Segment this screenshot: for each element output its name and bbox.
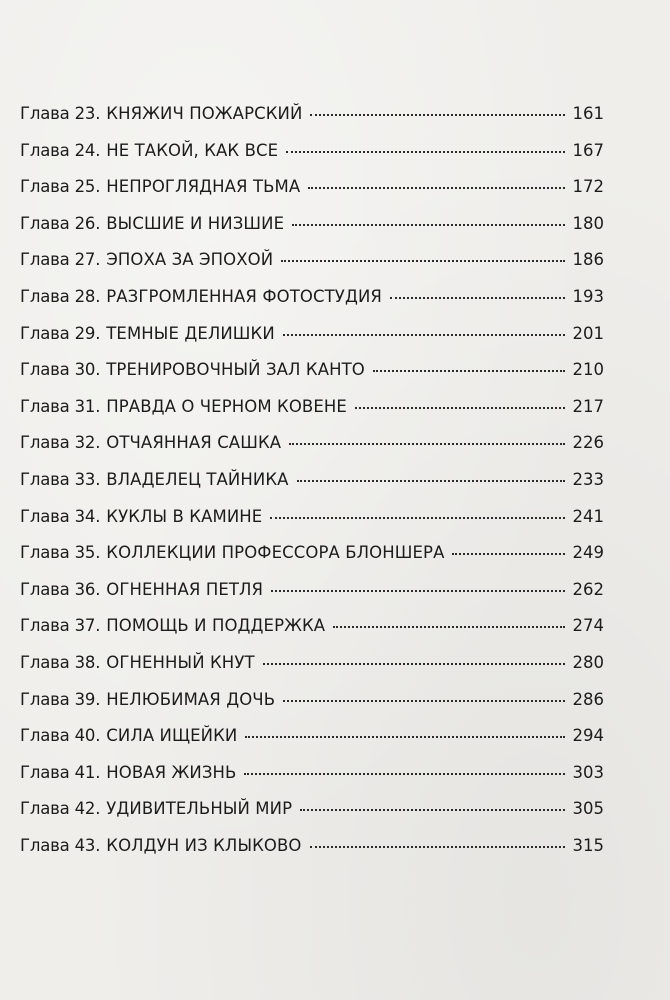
chapter-number: Глава 41. [20, 762, 101, 782]
dot-leader [308, 187, 564, 189]
page-number: 262 [572, 579, 604, 599]
chapter-title: КНЯЖИЧ ПОЖАРСКИЙ [106, 104, 303, 123]
page-number: 294 [572, 726, 604, 746]
toc-entry [20, 360, 604, 397]
toc-entry [20, 507, 604, 544]
dot-leader [452, 553, 564, 555]
toc-entry [20, 141, 604, 178]
chapter-number: Глава 26. [20, 213, 101, 233]
chapter-number: Глава 39. [20, 689, 101, 709]
toc-entry [20, 470, 604, 507]
toc-entry [20, 616, 604, 653]
toc-entry [20, 726, 604, 763]
dot-leader [333, 626, 564, 628]
chapter-number: Глава 34. [20, 506, 101, 526]
page-number: 161 [572, 104, 604, 123]
chapter-title: КОЛЛЕКЦИИ ПРОФЕССОРА БЛОНШЕРА [106, 543, 445, 563]
chapter-number: Глава 43. [20, 835, 101, 855]
toc-entry [20, 763, 604, 800]
dot-leader [271, 590, 564, 592]
chapter-title: ТРЕНИРОВОЧНЫЙ ЗАЛ КАНТО [106, 360, 365, 380]
page-number: 315 [572, 835, 604, 855]
chapter-title: ВЫСШИЕ И НИЗШИЕ [106, 213, 285, 233]
dot-leader [292, 224, 564, 226]
page-number: 233 [572, 469, 604, 489]
chapter-title: ВЛАДЕЛЕЦ ТАЙНИКА [106, 469, 289, 489]
page-number: 241 [572, 506, 604, 526]
chapter-title: СИЛА ИЩЕЙКИ [106, 726, 238, 746]
chapter-title: ОГНЕННАЯ ПЕТЛЯ [106, 579, 264, 599]
dot-leader [263, 663, 565, 665]
dot-leader [281, 260, 564, 262]
dot-leader [373, 370, 565, 372]
page-number: 303 [572, 762, 604, 782]
chapter-number: Глава 29. [20, 323, 101, 343]
toc-entry [20, 543, 604, 580]
dot-leader [390, 297, 565, 299]
chapter-number: Глава 36. [20, 579, 101, 599]
chapter-number: Глава 31. [20, 396, 101, 416]
toc-entry [20, 580, 604, 617]
dot-leader [300, 809, 564, 811]
chapter-number: Глава 33. [20, 469, 101, 489]
dot-leader [283, 700, 564, 702]
toc-entry [20, 836, 604, 873]
chapter-number: Глава 37. [20, 616, 101, 636]
page-number: 249 [572, 543, 604, 563]
toc-entry [20, 653, 604, 690]
page-number: 274 [572, 616, 604, 636]
chapter-title: УДИВИТЕЛЬНЫЙ МИР [106, 799, 293, 819]
chapter-number: Глава 30. [20, 360, 101, 380]
chapter-title: ОГНЕННЫЙ КНУТ [106, 652, 255, 672]
chapter-title: ТЕМНЫЕ ДЕЛИШКИ [106, 323, 275, 343]
page-number: 180 [572, 213, 604, 233]
page-number: 286 [572, 689, 604, 709]
chapter-number: Глава 40. [20, 726, 101, 746]
dot-leader [270, 517, 564, 519]
chapter-title: КУКЛЫ В КАМИНЕ [106, 506, 263, 526]
toc-entry [20, 214, 604, 251]
chapter-title: КОЛДУН ИЗ КЛЫКОВО [106, 835, 302, 855]
page-number: 217 [572, 396, 604, 416]
chapter-title: НОВАЯ ЖИЗНЬ [106, 762, 237, 782]
dot-leader [244, 773, 564, 775]
page-number: 280 [572, 652, 604, 672]
dot-leader [355, 407, 565, 409]
chapter-title: ЭПОХА ЗА ЭПОХОЙ [106, 250, 274, 270]
dot-leader [310, 846, 565, 848]
toc-entry [20, 104, 604, 141]
page-number: 193 [572, 286, 604, 306]
chapter-number: Глава 42. [20, 799, 101, 819]
page-number: 186 [572, 250, 604, 270]
chapter-number: Глава 32. [20, 433, 101, 453]
chapter-number: Глава 24. [20, 140, 101, 160]
toc-entry [20, 250, 604, 287]
chapter-title: НЕЛЮБИМАЯ ДОЧЬ [106, 689, 276, 709]
page-number: 305 [572, 799, 604, 819]
chapter-title: ПОМОЩЬ И ПОДДЕРЖКА [106, 616, 326, 636]
chapter-title: ОТЧАЯННАЯ САШКА [106, 433, 282, 453]
chapter-number: Глава 27. [20, 250, 101, 270]
page-number: 167 [572, 140, 604, 160]
page-number: 210 [572, 360, 604, 380]
page-number: 201 [572, 323, 604, 343]
page-number: 172 [572, 177, 604, 197]
dot-leader [283, 334, 565, 336]
toc-entry [20, 433, 604, 470]
chapter-number: Глава 38. [20, 652, 101, 672]
chapter-number: Глава 23. [20, 104, 101, 123]
chapter-number: Глава 28. [20, 286, 101, 306]
toc-entry [20, 690, 604, 727]
dot-leader [245, 736, 564, 738]
chapter-number: Глава 35. [20, 543, 101, 563]
chapter-title: РАЗГРОМЛЕННАЯ ФОТОСТУДИЯ [106, 286, 382, 306]
table-of-contents [20, 104, 604, 872]
toc-entry [20, 799, 604, 836]
toc-entry [20, 287, 604, 324]
toc-entry [20, 324, 604, 361]
dot-leader [310, 114, 564, 116]
chapter-title: НЕПРОГЛЯДНАЯ ТЬМА [106, 177, 301, 197]
dot-leader [297, 480, 565, 482]
page-number: 226 [572, 433, 604, 453]
dot-leader [286, 151, 564, 153]
toc-entry [20, 397, 604, 434]
chapter-title: ПРАВДА О ЧЕРНОМ КОВЕНЕ [106, 396, 347, 416]
dot-leader [289, 443, 564, 445]
chapter-number: Глава 25. [20, 177, 101, 197]
chapter-title: НЕ ТАКОЙ, КАК ВСЕ [106, 140, 279, 160]
toc-entry [20, 177, 604, 214]
